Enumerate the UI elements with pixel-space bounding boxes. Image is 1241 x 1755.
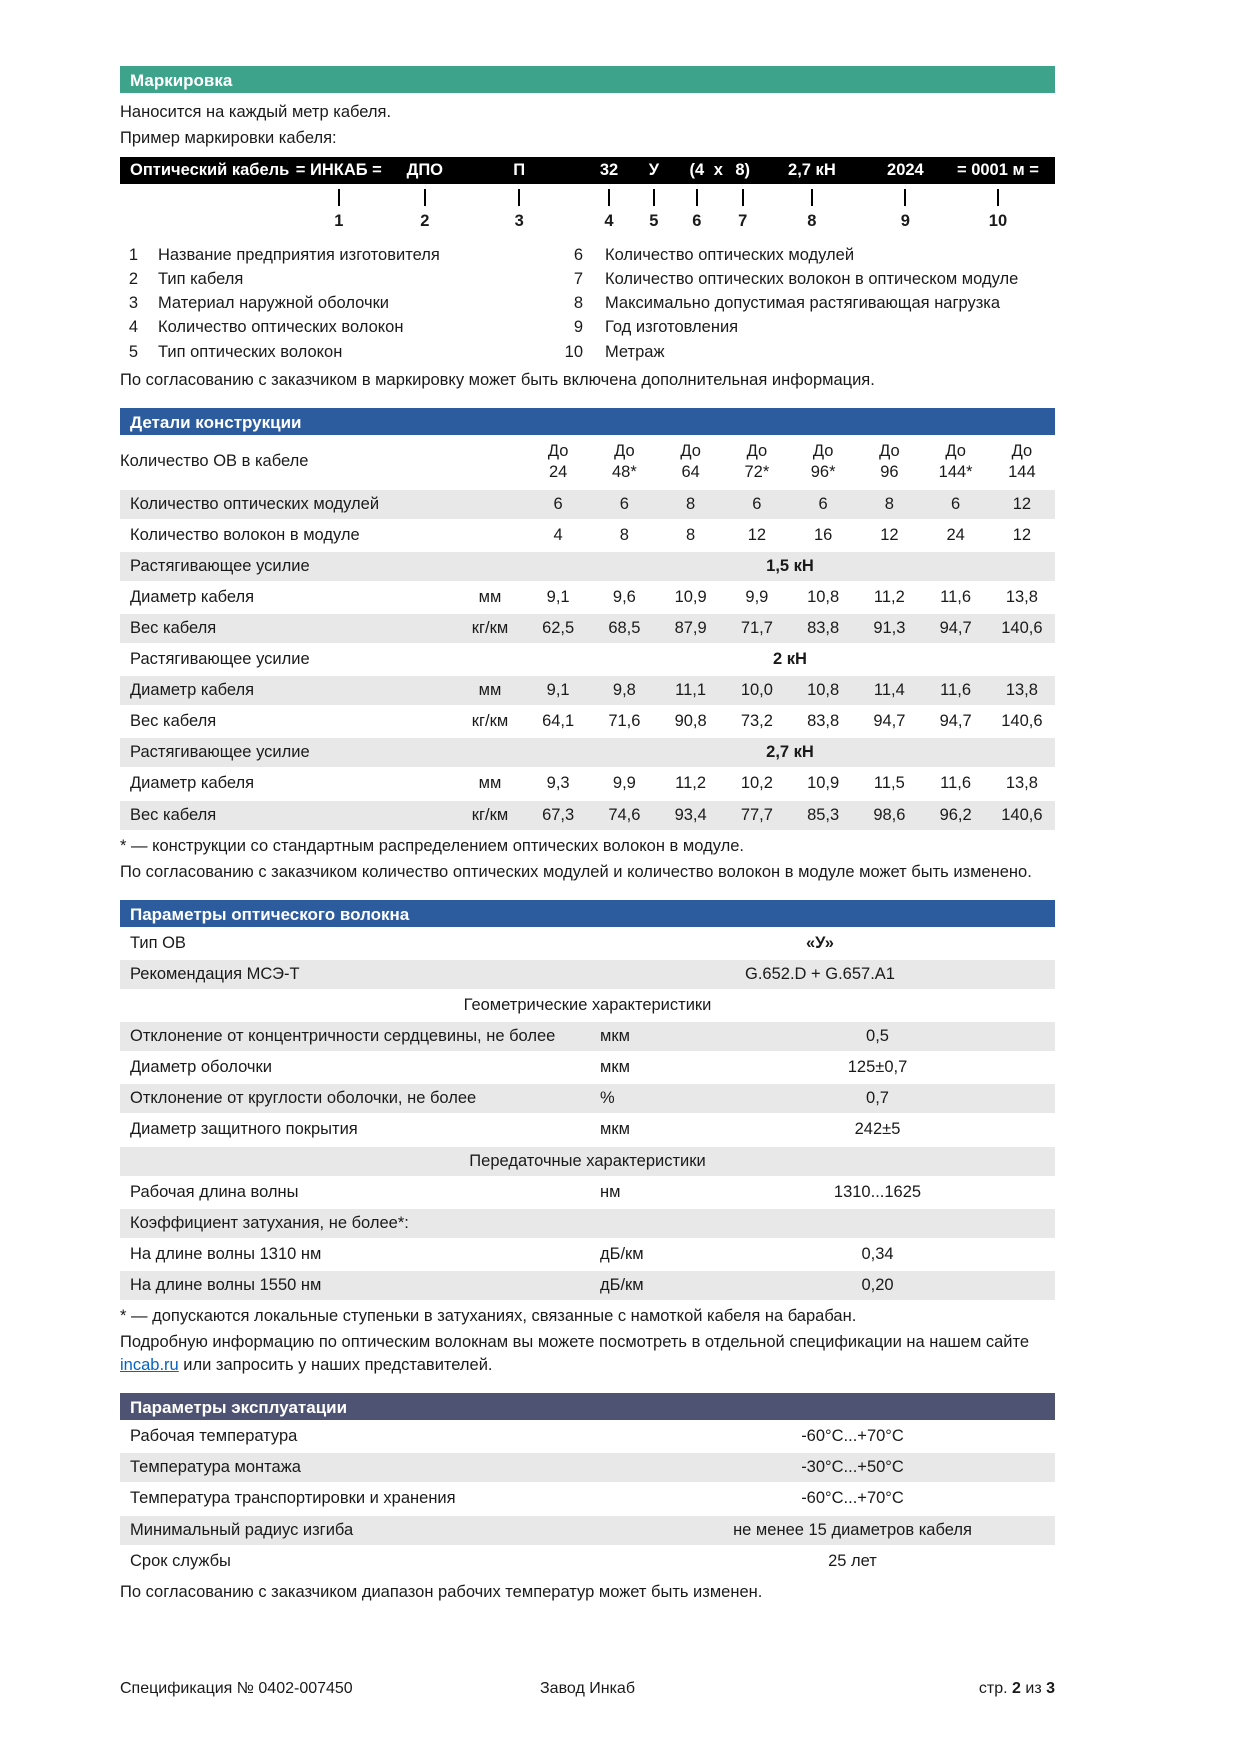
table-cell: 11,1	[658, 676, 724, 707]
unit-cell	[455, 437, 525, 490]
row-label: Диаметр оболочки	[120, 1053, 585, 1084]
header-line: До	[746, 441, 768, 460]
legend-number: 4	[128, 318, 138, 337]
marking-number-row	[120, 210, 1055, 234]
tick-mark	[338, 189, 340, 206]
incab-site-link[interactable]: incab.ru	[120, 1356, 179, 1375]
legend-number: 6	[573, 246, 583, 265]
legend-text: Материал наружной оболочки	[158, 294, 390, 313]
marking-number: 1	[334, 212, 344, 231]
footer-spec-number: Спецификация № 0402-007450	[120, 1680, 353, 1697]
row-label: Рекомендация МСЭ-Т	[120, 960, 585, 991]
table-cell: -60°С...+70°С	[650, 1484, 1055, 1515]
row-label: Отклонение от концентричности сердцевины, не более	[120, 1022, 585, 1053]
table-cell: 83,8	[790, 707, 856, 738]
table-row	[120, 1516, 1055, 1547]
table-cell: 10,8	[790, 676, 856, 707]
table-row	[120, 1115, 1055, 1146]
table-cell: 12	[724, 521, 790, 552]
table-cell: 140,6	[989, 614, 1055, 645]
unit-cell: мкм	[585, 1053, 700, 1084]
header-line: До	[614, 441, 635, 460]
intro-line: Пример маркировки кабеля:	[120, 129, 337, 148]
table-cell: 24	[923, 521, 989, 552]
table-cell: 11,5	[856, 769, 922, 800]
force-value: 1,5 кН	[525, 552, 1055, 583]
table-cell: 6	[790, 490, 856, 521]
marking-number: 4	[604, 212, 614, 231]
tick-mark	[518, 189, 520, 206]
marking-tick-row	[120, 184, 1055, 210]
row-label: Минимальный радиус изгиба	[120, 1516, 650, 1547]
table-cell: 9,1	[525, 583, 591, 614]
legend-number: 2	[128, 270, 138, 289]
marking-number: 9	[900, 212, 910, 231]
footer-page-prefix: стр.	[978, 1680, 1013, 1697]
operating-parameters-table	[120, 1422, 1055, 1577]
table-row	[120, 1484, 1055, 1515]
tick-mark	[608, 189, 610, 206]
unit-cell: кг/км	[455, 707, 525, 738]
table-cell: 140,6	[989, 707, 1055, 738]
marking-segment: 2,7 кН	[788, 161, 836, 180]
table-cell: 13,8	[989, 583, 1055, 614]
marking-number: 5	[649, 212, 659, 231]
table-cell: 62,5	[525, 614, 591, 645]
column-header	[856, 437, 922, 490]
row-label: Диаметр кабеля	[120, 769, 455, 800]
tick-mark	[811, 189, 813, 206]
table-row	[120, 437, 1055, 490]
table-cell: 94,7	[856, 707, 922, 738]
column-header	[591, 437, 657, 490]
table-cell: 0,5	[700, 1022, 1055, 1053]
table-row	[120, 676, 1055, 707]
legend-number: 8	[573, 294, 583, 313]
section-header-fiber	[120, 900, 1055, 927]
table-row	[120, 490, 1055, 521]
unit-cell	[455, 552, 525, 583]
column-header	[989, 437, 1055, 490]
row-label: Диаметр кабеля	[120, 583, 455, 614]
marking-number: 2	[420, 212, 430, 231]
note-line: По согласованию с заказчиком в маркировку может быть включена дополнительная информация.	[120, 370, 875, 389]
legend-number: 9	[573, 318, 583, 337]
section-header-operating	[120, 1393, 1055, 1420]
table-row	[120, 521, 1055, 552]
table-row	[120, 960, 1055, 991]
table-cell: 9,6	[591, 583, 657, 614]
section-title: Детали конструкции	[130, 412, 302, 432]
construction-table	[120, 437, 1055, 832]
table-row	[120, 1240, 1055, 1271]
footer-page-total: 3	[1046, 1680, 1056, 1697]
legend-text: Год изготовления	[605, 318, 739, 337]
row-label: Температура транспортировки и хранения	[120, 1484, 650, 1515]
info-text: или запросить у наших представителей.	[178, 1356, 493, 1375]
marking-segment: = 0001 м =	[956, 161, 1039, 180]
table-cell: 9,3	[525, 769, 591, 800]
table-row	[120, 1178, 1055, 1209]
table-cell: 94,7	[923, 614, 989, 645]
table-cell: 0,34	[700, 1240, 1055, 1271]
footnote: * — конструкции со стандартным распределением оптических волокон в модуле.	[120, 836, 744, 855]
row-label: Растягивающее усилие	[120, 738, 455, 769]
table-cell: 6	[591, 490, 657, 521]
tick-mark	[696, 189, 698, 206]
section-title: Маркировка	[130, 71, 233, 90]
footer-page-separator: из	[1020, 1680, 1047, 1697]
row-label: Рабочая температура	[120, 1422, 650, 1453]
row-label: Растягивающее усилие	[120, 645, 455, 676]
table-cell: 83,8	[790, 614, 856, 645]
row-label: Вес кабеля	[120, 707, 455, 738]
header-line: 144	[1008, 463, 1036, 482]
row-label: Рабочая длина волны	[120, 1178, 585, 1209]
page-footer	[120, 1678, 1055, 1700]
table-cell: 13,8	[989, 769, 1055, 800]
table-row	[120, 707, 1055, 738]
table-cell: 6	[923, 490, 989, 521]
table-cell: G.652.D + G.657.A1	[585, 960, 1055, 991]
marking-number: 6	[692, 212, 702, 231]
footnote: * — допускаются локальные ступеньки в затуханиях, связанные с намоткой кабеля на барабан.	[120, 1306, 857, 1325]
table-cell: 11,6	[923, 676, 989, 707]
table-cell: 73,2	[724, 707, 790, 738]
table-cell: 96,2	[923, 801, 989, 832]
row-label: Вес кабеля	[120, 801, 455, 832]
row-label: Диаметр защитного покрытия	[120, 1115, 585, 1146]
force-value: 2,7 кН	[525, 738, 1055, 769]
tick-mark	[653, 189, 655, 206]
row-label: Вес кабеля	[120, 614, 455, 645]
table-cell: 64,1	[525, 707, 591, 738]
table-cell: 1310...1625	[700, 1178, 1055, 1209]
table-cell: 9,9	[591, 769, 657, 800]
table-cell: 11,2	[856, 583, 922, 614]
table-cell: 10,2	[724, 769, 790, 800]
table-cell: 12	[989, 490, 1055, 521]
header-line: До	[547, 441, 569, 460]
table-cell: 85,3	[790, 801, 856, 832]
unit-cell	[455, 738, 525, 769]
table-cell: 91,3	[856, 614, 922, 645]
table-cell: 67,3	[525, 801, 591, 832]
info-text: Подробную информацию по оптическим волокнам вы можете посмотреть в отдельной спецификации на нашем сайте	[120, 1333, 1030, 1352]
table-cell: 9,9	[724, 583, 790, 614]
legend-text: Количество оптических модулей	[605, 246, 855, 265]
section-title: Параметры оптического волокна	[130, 904, 410, 924]
legend-text: Тип кабеля	[158, 270, 244, 289]
table-cell: 0,20	[700, 1271, 1055, 1302]
legend-number: 7	[573, 270, 583, 289]
marking-segment: = ИНКАБ =	[295, 161, 382, 180]
table-cell: 4	[525, 521, 591, 552]
table-cell: -60°С...+70°С	[650, 1422, 1055, 1453]
table-cell: 8	[856, 490, 922, 521]
table-row	[120, 1147, 1055, 1178]
marking-number: 8	[807, 212, 817, 231]
table-row	[120, 929, 1055, 960]
table-cell: 242±5	[700, 1115, 1055, 1146]
header-line: До	[680, 441, 701, 460]
unit-cell: мм	[455, 583, 525, 614]
section-header-marking	[120, 66, 1055, 93]
marking-segment: ДПО	[406, 161, 444, 180]
table-row	[120, 1209, 1055, 1240]
table-cell: 6	[724, 490, 790, 521]
section-marking	[120, 66, 1055, 392]
table-subsection-header: Передаточные характеристики	[120, 1147, 1055, 1178]
marking-example-bar	[120, 157, 1055, 184]
legend-number: 5	[128, 342, 138, 361]
table-cell: 94,7	[923, 707, 989, 738]
table-row	[120, 991, 1055, 1022]
row-label: Количество ОВ в кабеле	[120, 437, 455, 490]
legend-text: Название предприятия изготовителя	[158, 246, 440, 265]
table-cell: 11,6	[923, 769, 989, 800]
info-line	[120, 1331, 1055, 1377]
table-cell: 10,9	[790, 769, 856, 800]
table-cell: 11,2	[658, 769, 724, 800]
unit-cell: кг/км	[455, 801, 525, 832]
table-cell: 74,6	[591, 801, 657, 832]
table-cell: 25 лет	[650, 1547, 1055, 1578]
footer-page-indicator	[743, 1678, 1055, 1700]
table-cell: 9,1	[525, 676, 591, 707]
header-line: 24	[548, 463, 568, 482]
header-line: 96	[880, 463, 899, 482]
unit-cell: мм	[455, 676, 525, 707]
table-row	[120, 769, 1055, 800]
table-cell: 10,8	[790, 583, 856, 614]
legend-text: Максимально допустимая растягивающая нагрузка	[605, 294, 1001, 313]
table-cell: 8	[658, 490, 724, 521]
table-cell: 98,6	[856, 801, 922, 832]
table-cell: 11,6	[923, 583, 989, 614]
unit-cell	[455, 521, 525, 552]
unit-cell	[455, 490, 525, 521]
tick-mark	[997, 189, 999, 206]
table-row	[120, 1271, 1055, 1302]
table-cell: 11,4	[856, 676, 922, 707]
table-row	[120, 583, 1055, 614]
intro-line: Наносится на каждый метр кабеля.	[120, 103, 392, 121]
row-label: Количество волокон в модуле	[120, 521, 455, 552]
table-cell: 71,7	[724, 614, 790, 645]
footer-factory-name: Завод Инкаб	[540, 1680, 635, 1697]
marking-segment: У	[648, 161, 660, 180]
header-line: 144*	[938, 463, 973, 482]
row-label: Растягивающее усилие	[120, 552, 455, 583]
legend-number: 10	[564, 342, 583, 361]
tick-mark	[904, 189, 906, 206]
table-row	[120, 552, 1055, 583]
marking-number: 7	[738, 212, 748, 231]
legend-text: Тип оптических волокон	[158, 342, 343, 361]
row-label: Тип ОВ	[120, 929, 585, 960]
legend-text: Количество оптических волокон	[158, 318, 404, 337]
header-line: 96*	[810, 463, 836, 482]
section-title: Параметры эксплуатации	[130, 1398, 348, 1418]
table-cell: 77,7	[724, 801, 790, 832]
unit-cell: мм	[455, 769, 525, 800]
legend-number: 3	[128, 294, 138, 313]
marking-legend	[120, 244, 1055, 363]
row-label: Коэффициент затухания, не более*:	[120, 1209, 1055, 1240]
row-label: Срок службы	[120, 1547, 650, 1578]
table-cell: 12	[989, 521, 1055, 552]
marking-segment: x	[713, 161, 723, 180]
header-line: 64	[681, 463, 700, 482]
table-cell: 90,8	[658, 707, 724, 738]
row-label: На длине волны 1550 нм	[120, 1271, 585, 1302]
header-line: До	[1011, 441, 1033, 460]
marking-segment: 32	[599, 161, 619, 180]
table-row	[120, 1053, 1055, 1084]
table-row	[120, 1547, 1055, 1578]
table-cell: 16	[790, 521, 856, 552]
unit-cell: нм	[585, 1178, 700, 1209]
marking-segment: 8)	[735, 161, 751, 180]
unit-cell	[455, 645, 525, 676]
unit-cell: мкм	[585, 1022, 700, 1053]
marking-segment: П	[513, 161, 526, 180]
table-cell: 0,7	[700, 1084, 1055, 1115]
table-cell: 13,8	[989, 676, 1055, 707]
header-line: 72*	[744, 463, 770, 482]
section-header-construction	[120, 408, 1055, 435]
legend-text: Количество оптических волокон в оптическом модуле	[605, 270, 1019, 289]
table-cell: 10,9	[658, 583, 724, 614]
unit-cell: %	[585, 1084, 700, 1115]
table-subsection-header: Геометрические характеристики	[120, 991, 1055, 1022]
table-cell: 140,6	[989, 801, 1055, 832]
table-cell: -30°С...+50°С	[650, 1453, 1055, 1484]
unit-cell: дБ/км	[585, 1271, 700, 1302]
marking-number: 10	[988, 212, 1008, 231]
column-header	[658, 437, 724, 490]
table-cell: 87,9	[658, 614, 724, 645]
header-line: До	[879, 441, 900, 460]
fiber-parameters-table	[120, 929, 1055, 1302]
table-row	[120, 614, 1055, 645]
row-label: Диаметр кабеля	[120, 676, 455, 707]
marking-segment: 2024	[887, 161, 924, 180]
table-row	[120, 801, 1055, 832]
column-header	[525, 437, 591, 490]
section-fiber-parameters	[120, 900, 1055, 1377]
row-label: На длине волны 1310 нм	[120, 1240, 585, 1271]
unit-cell: дБ/км	[585, 1240, 700, 1271]
table-cell: 93,4	[658, 801, 724, 832]
section-construction	[120, 408, 1055, 884]
column-header	[790, 437, 856, 490]
marking-bar-label: Оптический кабель	[130, 161, 290, 180]
table-cell: 8	[591, 521, 657, 552]
footer-page-current: 2	[1012, 1680, 1021, 1697]
tick-mark	[742, 189, 744, 206]
table-cell: 71,6	[591, 707, 657, 738]
unit-cell: кг/км	[455, 614, 525, 645]
note-line: По согласованию с заказчиком количество оптических модулей и количество волокон в модуле может быть изменено.	[120, 862, 1032, 881]
unit-cell: мкм	[585, 1115, 700, 1146]
column-header	[724, 437, 790, 490]
table-row	[120, 1084, 1055, 1115]
force-value: 2 кН	[525, 645, 1055, 676]
table-cell: 125±0,7	[700, 1053, 1055, 1084]
table-cell: не менее 15 диаметров кабеля	[650, 1516, 1055, 1547]
table-cell: 12	[856, 521, 922, 552]
legend-number: 1	[128, 246, 138, 265]
legend-text: Метраж	[605, 342, 665, 361]
note-line: По согласованию с заказчиком диапазон рабочих температур может быть изменен.	[120, 1582, 763, 1601]
marking-number: 3	[514, 212, 524, 231]
table-cell: 10,0	[724, 676, 790, 707]
table-row	[120, 645, 1055, 676]
column-header	[923, 437, 989, 490]
header-line: До	[945, 441, 966, 460]
header-line: 48*	[611, 463, 637, 482]
section-operating-parameters	[120, 1393, 1055, 1604]
row-label: Отклонение от круглости оболочки, не более	[120, 1084, 585, 1115]
table-cell: «У»	[585, 929, 1055, 960]
table-cell: 6	[525, 490, 591, 521]
table-cell: 8	[658, 521, 724, 552]
table-row	[120, 1422, 1055, 1453]
header-line: До	[812, 441, 834, 460]
row-label: Температура монтажа	[120, 1453, 650, 1484]
table-row	[120, 738, 1055, 769]
tick-mark	[424, 189, 426, 206]
table-row	[120, 1022, 1055, 1053]
row-label: Количество оптических модулей	[120, 490, 455, 521]
table-cell: 68,5	[591, 614, 657, 645]
table-row	[120, 1453, 1055, 1484]
table-cell: 9,8	[591, 676, 657, 707]
marking-segment: (4	[689, 161, 705, 180]
